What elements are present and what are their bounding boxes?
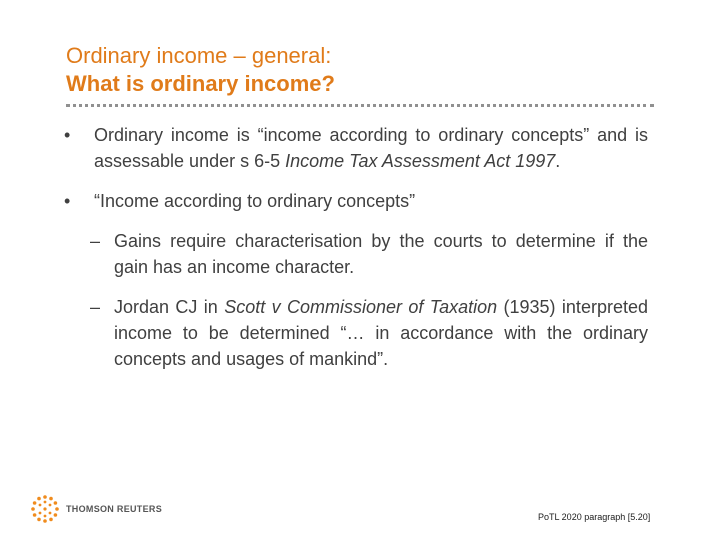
slide-title: [66, 42, 666, 98]
bullet-item: [58, 188, 648, 214]
sub-bullet-text: Gains require characterisation by the courts to determine if the gain has an income character.: [114, 231, 648, 277]
bullet-marker: •: [64, 125, 71, 145]
bullet-text: Ordinary income is “income according to ordinary concepts” and is assessable under s 6-5: [94, 125, 648, 171]
bullet-text-end: .: [555, 151, 561, 171]
sub-bullet-marker: –: [90, 231, 101, 251]
logo-text: THOMSON REUTERS: [66, 504, 163, 514]
sub-bullet-text: Jordan CJ in: [114, 297, 225, 317]
sub-bullet-text-end: (1935) interpreted income to be determined “… in accordance with the ordinary concepts and usages of mankind”.: [114, 297, 648, 369]
bullet-text: “Income according to ordinary concepts”: [94, 191, 416, 211]
case-name: Scott v Commissioner of Taxation: [224, 297, 498, 317]
sub-bullet-item: [58, 228, 648, 280]
act-name: Income Tax Assessment Act 1997: [285, 151, 556, 171]
title-divider: [66, 104, 654, 107]
slide-body: [58, 122, 648, 386]
sub-bullet-marker: –: [90, 297, 101, 317]
bullet-item: [58, 122, 648, 174]
reuters-dot-icon: [30, 494, 60, 524]
title-line-2: What is ordinary income?: [66, 71, 335, 96]
sub-bullet-item: [58, 294, 648, 372]
thomson-reuters-logo: [30, 494, 162, 524]
bullet-marker: •: [64, 191, 71, 211]
footer-reference: PoTL 2020 paragraph [5.20]: [538, 512, 651, 522]
title-line-1: Ordinary income – general:: [66, 43, 332, 68]
